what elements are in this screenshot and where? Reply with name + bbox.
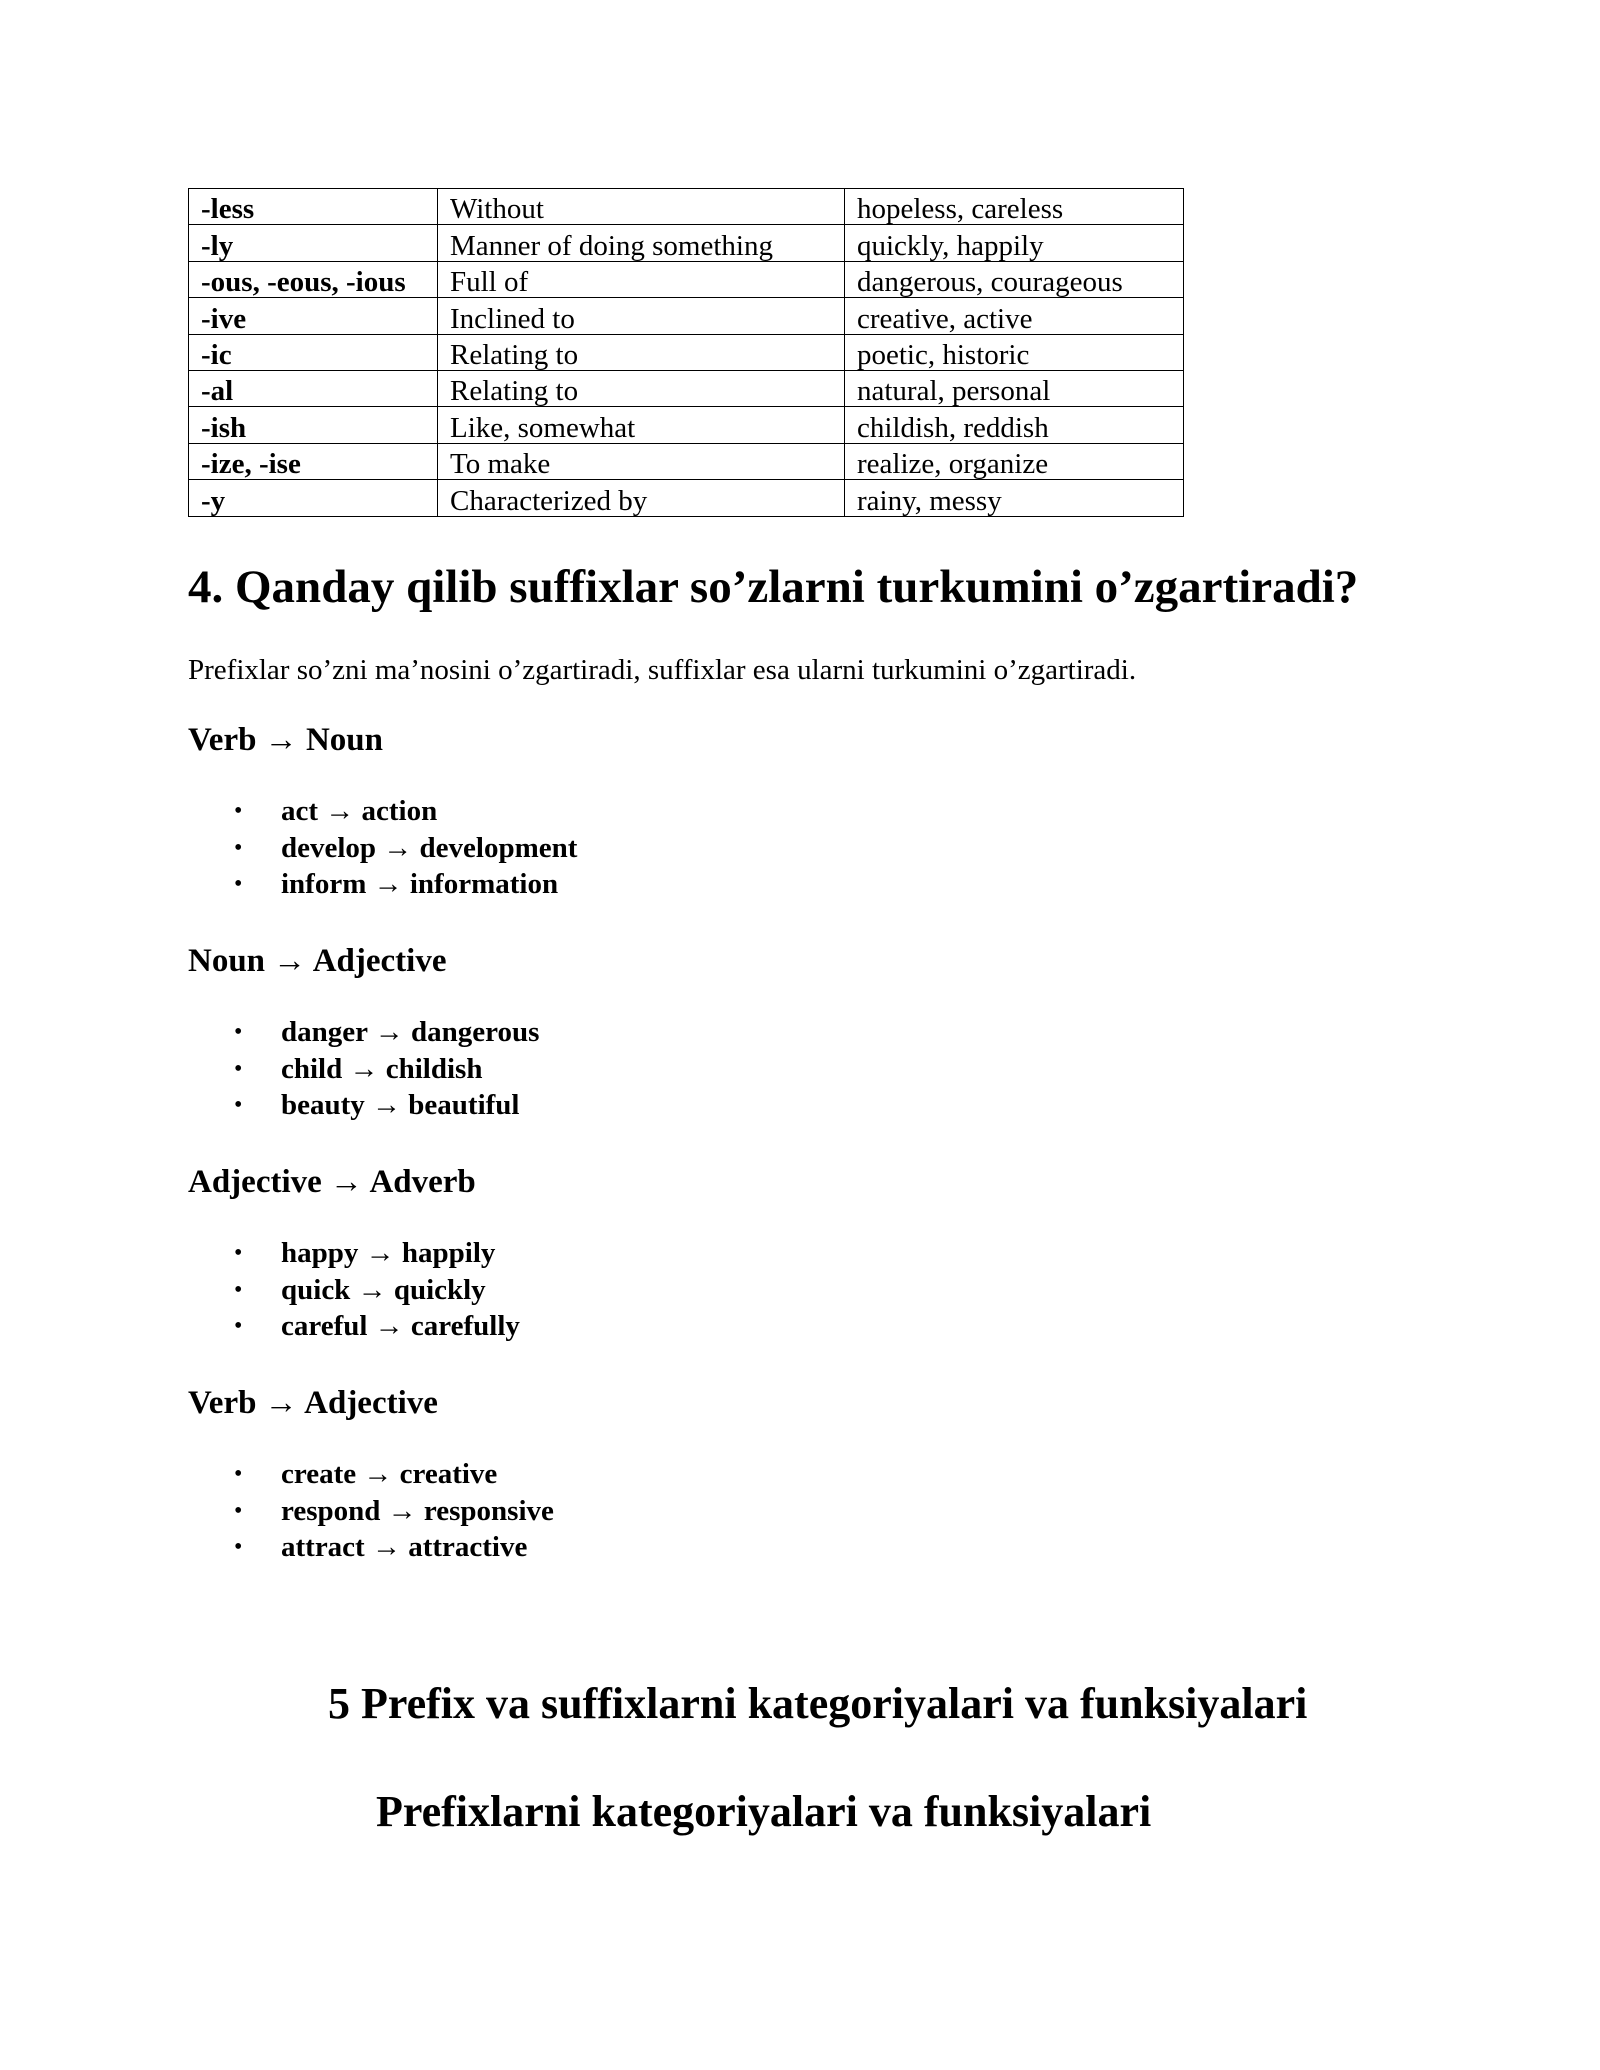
- bullet-icon: •: [234, 1092, 243, 1118]
- bullet-icon: •: [234, 1276, 243, 1303]
- suffix-cell: -y: [189, 480, 438, 516]
- suffix-cell: -less: [189, 189, 438, 225]
- suffix-cell: -ish: [189, 407, 438, 443]
- section-4-heading: 4. Qanday qilib suffixlar so’zlarni turkumini o’zgartiradi?: [188, 561, 1359, 613]
- suffix-table-body: [189, 189, 1184, 517]
- suffix-table: [188, 188, 1184, 517]
- meaning-cell: Relating to: [438, 334, 845, 370]
- table-row: [189, 370, 1184, 406]
- bullet-icon: •: [234, 834, 243, 861]
- table-row: [189, 443, 1184, 479]
- list-item: • attract → attractive: [188, 1529, 554, 1566]
- examples-cell: natural, personal: [845, 370, 1184, 406]
- meaning-cell: Full of: [438, 261, 845, 297]
- list-item: • beauty → beautiful: [188, 1087, 539, 1124]
- example-list-verb-noun: [188, 793, 577, 903]
- examples-cell: hopeless, careless: [845, 189, 1184, 225]
- list-item: • quick → quickly: [188, 1272, 520, 1309]
- table-row: [189, 225, 1184, 261]
- bullet-icon: •: [234, 871, 243, 897]
- suffix-cell: -ive: [189, 298, 438, 334]
- suffix-cell: -ly: [189, 225, 438, 261]
- group-heading-verb-adjective: Verb → Adjective: [188, 1385, 438, 1421]
- meaning-cell: Inclined to: [438, 298, 845, 334]
- section-5-subheading: Prefixlarni kategoriyalari va funksiyalari: [376, 1787, 1152, 1836]
- examples-cell: quickly, happily: [845, 225, 1184, 261]
- bullet-icon: •: [234, 1240, 243, 1266]
- bullet-icon: •: [234, 1497, 243, 1524]
- list-item: • child → childish: [188, 1051, 539, 1088]
- examples-cell: poetic, historic: [845, 334, 1184, 370]
- meaning-cell: Characterized by: [438, 480, 845, 516]
- section-5-heading: 5 Prefix va suffixlarni kategoriyalari va funksiyalari: [328, 1679, 1308, 1728]
- meaning-cell: Manner of doing something: [438, 225, 845, 261]
- example-list-verb-adjective: [188, 1456, 554, 1566]
- list-item: • danger → dangerous: [188, 1014, 539, 1051]
- list-item: • happy → happily: [188, 1235, 520, 1272]
- examples-cell: creative, active: [845, 298, 1184, 334]
- bullet-icon: •: [234, 1313, 243, 1339]
- group-heading-noun-adjective: Noun → Adjective: [188, 943, 447, 979]
- examples-cell: realize, organize: [845, 443, 1184, 479]
- suffix-cell: -ic: [189, 334, 438, 370]
- example-list-adjective-adverb: [188, 1235, 520, 1345]
- meaning-cell: Like, somewhat: [438, 407, 845, 443]
- meaning-cell: Without: [438, 189, 845, 225]
- table-row: [189, 298, 1184, 334]
- table-row: [189, 480, 1184, 516]
- list-item: • create → creative: [188, 1456, 554, 1493]
- table-row: [189, 261, 1184, 297]
- meaning-cell: To make: [438, 443, 845, 479]
- table-row: [189, 189, 1184, 225]
- bullet-icon: •: [234, 798, 243, 824]
- example-list-noun-adjective: [188, 1014, 539, 1124]
- bullet-icon: •: [234, 1055, 243, 1082]
- suffix-cell: -ize, -ise: [189, 443, 438, 479]
- table-row: [189, 334, 1184, 370]
- bullet-icon: •: [234, 1461, 243, 1487]
- list-item: • respond → responsive: [188, 1493, 554, 1530]
- list-item: • develop → development: [188, 830, 577, 867]
- examples-cell: rainy, messy: [845, 480, 1184, 516]
- list-item: • inform → information: [188, 866, 577, 903]
- suffix-cell: -al: [189, 370, 438, 406]
- bullet-icon: •: [234, 1019, 243, 1045]
- examples-cell: dangerous, courageous: [845, 261, 1184, 297]
- meaning-cell: Relating to: [438, 370, 845, 406]
- bullet-icon: •: [234, 1534, 243, 1560]
- list-item: • careful → carefully: [188, 1308, 520, 1345]
- examples-cell: childish, reddish: [845, 407, 1184, 443]
- list-item: • act → action: [188, 793, 577, 830]
- table-row: [189, 407, 1184, 443]
- section-4-intro: Prefixlar so’zni ma’nosini o’zgartiradi, suffixlar esa ularni turkumini o’zgartiradi.: [188, 654, 1137, 686]
- group-heading-verb-noun: Verb → Noun: [188, 722, 383, 758]
- suffix-cell: -ous, -eous, -ious: [189, 261, 438, 297]
- group-heading-adjective-adverb: Adjective → Adverb: [188, 1164, 476, 1200]
